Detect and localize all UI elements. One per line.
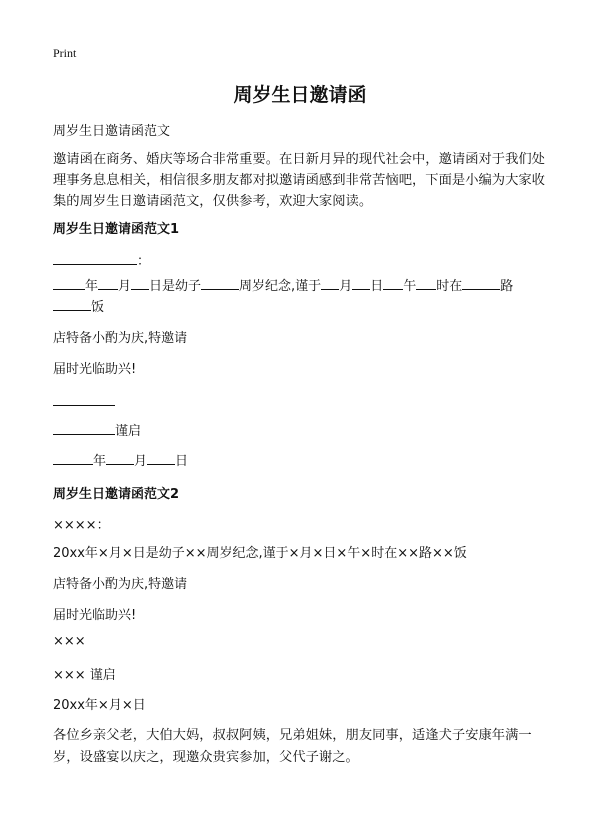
blank-field <box>53 422 115 435</box>
blank-field <box>147 452 175 465</box>
intro-paragraph: 邀请函在商务、婚庆等场合非常重要。在日新月异的现代社会中，邀请函对于我们处理事务息息相关，相信很多朋友都对拟邀请函感到非常苦恼吧，下面是小编为大家收集的周岁生日邀请函范文，仅供参考，欢迎大家阅读。 <box>53 152 545 209</box>
blank-field <box>383 277 403 290</box>
sample2-attend-line: 届时光临助兴! <box>53 608 137 623</box>
blank-field <box>416 277 436 290</box>
sample1-sign: 谨启 <box>53 420 141 439</box>
sample2-host: ××× <box>53 634 86 649</box>
sample2-salutation: ××××： <box>53 518 110 533</box>
sample2-store-line: 店特备小酌为庆,特邀请 <box>53 577 188 592</box>
sample1-host-blank <box>53 393 115 410</box>
blank-field <box>53 298 91 311</box>
print-label: Print <box>53 46 77 60</box>
blank-field <box>462 277 500 290</box>
sample1-heading: 周岁生日邀请函范文1 <box>53 222 180 237</box>
sample1-date: 年 月 日 <box>53 450 188 469</box>
subtitle: 周岁生日邀请函范文 <box>53 124 171 139</box>
sample2-heading: 周岁生日邀请函范文2 <box>53 487 180 502</box>
blank-field <box>53 393 115 406</box>
blank-field <box>352 277 370 290</box>
blank-field <box>53 277 85 290</box>
sample1-salutation <box>53 250 150 269</box>
blank-field <box>98 277 118 290</box>
sample1-store-line: 店特备小酌为庆,特邀请 <box>53 331 188 346</box>
blank-field <box>131 277 149 290</box>
page-title: 周岁生日邀请函 <box>233 84 367 106</box>
colon: ： <box>137 254 151 269</box>
sample2-speech: 各位乡亲父老，大伯大妈，叔叔阿姨，兄弟姐妹，朋友同事，适逢犬子安康年满一岁，设盛宴以庆之，现邀众贵宾参加，父代子谢之。 <box>53 728 532 765</box>
blank-field <box>201 277 239 290</box>
blank-field <box>321 277 339 290</box>
sample2-sign: ××× 谨启 <box>53 668 116 683</box>
sample1-body: 年 月 日是幼子 周岁纪念,谨于 月 日 午 时在 路 饭 <box>53 276 549 318</box>
blank-field <box>53 452 93 465</box>
blank-field <box>106 452 134 465</box>
sample2-date: 20xx年×月×日 <box>53 698 146 713</box>
blank-field <box>53 252 137 265</box>
sample1-attend-line: 届时光临助兴! <box>53 362 137 377</box>
sample2-body: 20xx年×月×日是幼子××周岁纪念,谨于×月×日×午×时在××路××饭 <box>53 546 467 561</box>
